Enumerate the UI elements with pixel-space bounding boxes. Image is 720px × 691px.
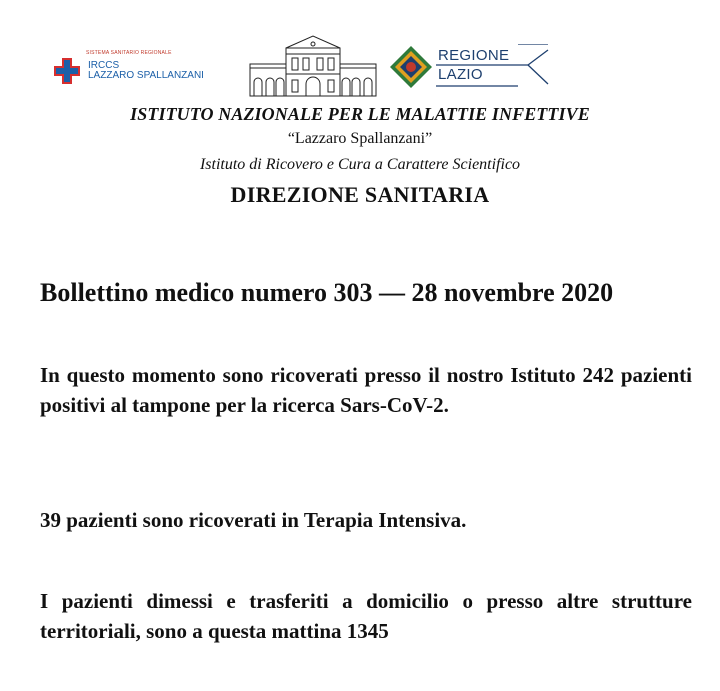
bulletin-paragraph-hospitalized: In questo momento sono ricoverati presso il nostro Istituto 242 pazienti positivi al tampone per la ricerca Sars-CoV-2. <box>40 363 692 417</box>
regione-label: REGIONE <box>438 47 510 64</box>
irccs-logo <box>52 48 242 88</box>
regione-lazio-emblem-icon <box>388 44 434 90</box>
regione-lazio-logo <box>388 44 558 90</box>
logo-bar <box>0 30 720 100</box>
institute-name: “Lazzaro Spallanzani” <box>287 130 433 147</box>
bulletin-paragraph-intensive-care: 39 pazienti sono ricoverati in Terapia Intensiva. <box>40 508 467 532</box>
hospital-building-icon <box>246 34 380 98</box>
department-title: DIREZIONE SANITARIA <box>230 182 490 207</box>
red-cross-icon <box>52 56 82 86</box>
spallanzani-label: LAZZARO SPALLANZANI <box>88 70 204 81</box>
regione-frame-lines <box>436 44 556 90</box>
irccs-label: IRCCS <box>88 60 120 71</box>
bulletin-paragraph-discharged: I pazienti dimessi e trasferiti a domicilio o presso altre strutture territoriali, sono a questa mattina 1345 <box>40 589 692 643</box>
bulletin-title: Bollettino medico numero 303 — 28 novembre 2020 <box>40 278 614 307</box>
irccs-system-label: SISTEMA SANITARIO REGIONALE <box>86 50 172 56</box>
institute-title: ISTITUTO NAZIONALE PER LE MALATTIE INFETTIVE <box>130 104 590 124</box>
institute-subtitle: Istituto di Ricovero e Cura a Carattere Scientifico <box>199 156 521 173</box>
lazio-label: LAZIO <box>438 66 483 83</box>
